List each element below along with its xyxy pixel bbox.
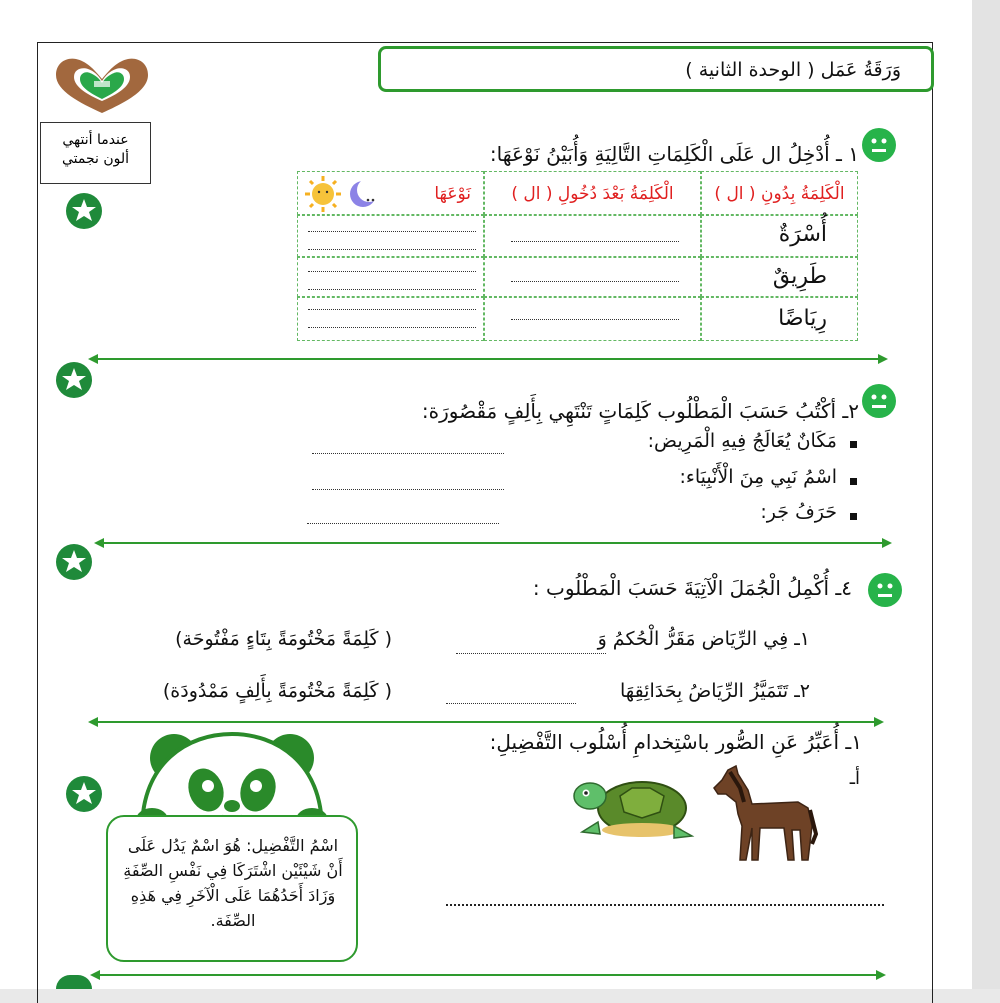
- q1-table: [297, 171, 858, 341]
- answer-line[interactable]: [308, 230, 476, 232]
- sun-icon: [303, 175, 343, 213]
- star-icon[interactable]: [56, 362, 92, 398]
- star-icon[interactable]: [66, 776, 102, 812]
- side-note-line1: عندما أنتهي: [62, 132, 129, 148]
- type-cell[interactable]: [297, 257, 484, 297]
- type-cell[interactable]: [297, 297, 484, 341]
- answer-line[interactable]: [308, 270, 476, 272]
- side-note-box: [40, 122, 151, 184]
- thinking-face-icon: [862, 128, 896, 162]
- header-without: الْكَلِمَةُ بِدُونِ ( ال ): [714, 184, 845, 204]
- word-2: طَرِيقٌ: [772, 264, 827, 289]
- word-3: رِيَاضًا: [778, 306, 827, 331]
- title-box: [378, 46, 934, 92]
- q1-prompt: ١ ـ أُدْخِلُ ال عَلَى الْكَلِمَاتِ التَّالِيَةِ وَأُبَيْنُ نَوْعَهَا:: [489, 142, 859, 166]
- word-1: أُسْرَةٌ: [778, 222, 827, 247]
- section-divider: [94, 536, 892, 550]
- q4-sentence-1: ١ـ فِي الرِّيَاض مَقَرُّ الْحُكمُ وَ: [597, 628, 810, 650]
- answer-line[interactable]: [446, 702, 576, 704]
- q4-sentence-2: ٢ـ تَتَمَيَّزُ الرِّيَاضُ بِحَدَائِقِهَا: [620, 680, 810, 702]
- answer-line[interactable]: [308, 326, 476, 328]
- q2-item-2: اسْمُ نَبِي مِنَ الْأَنْبِيَاء:: [679, 466, 837, 488]
- answer-line[interactable]: [456, 652, 606, 654]
- scrollbar[interactable]: [972, 0, 1000, 989]
- q5-prompt: ١ـ أُعَبِّرُ عَنِ الصُّور باسْتِخدامِ أُسْلُوب التَّفْضِيلِ:: [489, 730, 862, 754]
- word-cell: [701, 257, 858, 297]
- definition-note: [106, 815, 358, 962]
- star-icon[interactable]: [56, 975, 92, 989]
- q4-hint-1: ( كَلِمَةً مَخْتُومَةً بِتَاءٍ مَفْتُوحَة): [175, 628, 392, 650]
- definition-text: اسْمُ التَّفْضِيل: هُوَ اسْمٌ يَدُل عَلَى أَنْ شَيْئَيْن اشْتَرَكَا فِي نَفْسِ الصِّفَةِ وَزَادَ أَحَدُهُمَا عَلَى الْآخَرِ فِي هَذِهِ الصِّفَة.: [123, 836, 343, 930]
- q4-prompt: ٤ـ أُكْمِلُ الْجُمَلَ الْآتِيَةَ حَسَبَ الْمَطْلُوب :: [532, 576, 852, 600]
- answer-line[interactable]: [307, 522, 499, 524]
- answer-cell[interactable]: [484, 257, 701, 297]
- header-cell: [701, 171, 858, 215]
- header-type: نَوْعَهَا: [434, 184, 471, 204]
- answer-line[interactable]: [312, 488, 504, 490]
- horse-icon: [708, 764, 818, 864]
- type-cell[interactable]: [297, 215, 484, 257]
- section-divider: [88, 352, 888, 366]
- header-with: الْكَلِمَةُ بَعْدَ دُخُولِ ( ال ): [511, 184, 674, 204]
- q2-item-3: حَرَفُ جَر:: [760, 501, 837, 523]
- answer-line[interactable]: [308, 288, 476, 290]
- q4-hint-2: ( كَلِمَةً مَخْتُومَةً بِأَلِفٍ مَمْدُودَة): [162, 680, 392, 702]
- bullet-square: [850, 513, 857, 520]
- answer-line[interactable]: [511, 318, 679, 320]
- answer-cell[interactable]: [484, 297, 701, 341]
- q5-label-a: أـ: [849, 768, 860, 789]
- answer-line[interactable]: [511, 280, 679, 282]
- q2-item-1: مَكَانٌ يُعَالَجُ فِيهِ الْمَرِيض:: [647, 430, 837, 452]
- answer-line[interactable]: [312, 452, 504, 454]
- thinking-face-icon: [868, 573, 902, 607]
- section-divider: [90, 968, 886, 982]
- answer-line[interactable]: [446, 903, 884, 906]
- panda-icon: [118, 722, 346, 830]
- header-cell: [297, 171, 484, 215]
- bullet-square: [850, 441, 857, 448]
- star-icon[interactable]: [56, 544, 92, 580]
- answer-line[interactable]: [308, 308, 476, 310]
- word-cell: [701, 297, 858, 341]
- moon-icon: [346, 178, 380, 210]
- bullet-square: [850, 478, 857, 485]
- answer-line[interactable]: [308, 248, 476, 250]
- turtle-icon: [570, 776, 698, 846]
- q2-prompt: ٢ـ أكْتُبُ حَسَبَ الْمَطْلُوب كَلِمَاتٍ تَنْتَهِي بِأَلِفٍ مَقْصُورَة:: [421, 399, 859, 423]
- answer-cell[interactable]: [484, 215, 701, 257]
- thinking-face-icon: [862, 384, 896, 418]
- page-title: وَرَقَةُ عَمَل ( الوحدة الثانية ): [685, 59, 901, 81]
- header-cell: [484, 171, 701, 215]
- star-icon[interactable]: [66, 193, 102, 229]
- word-cell: [701, 215, 858, 257]
- answer-line[interactable]: [511, 240, 679, 242]
- heart-hands-icon: [50, 55, 154, 117]
- side-note-line2: ألون نجمتي: [61, 151, 130, 167]
